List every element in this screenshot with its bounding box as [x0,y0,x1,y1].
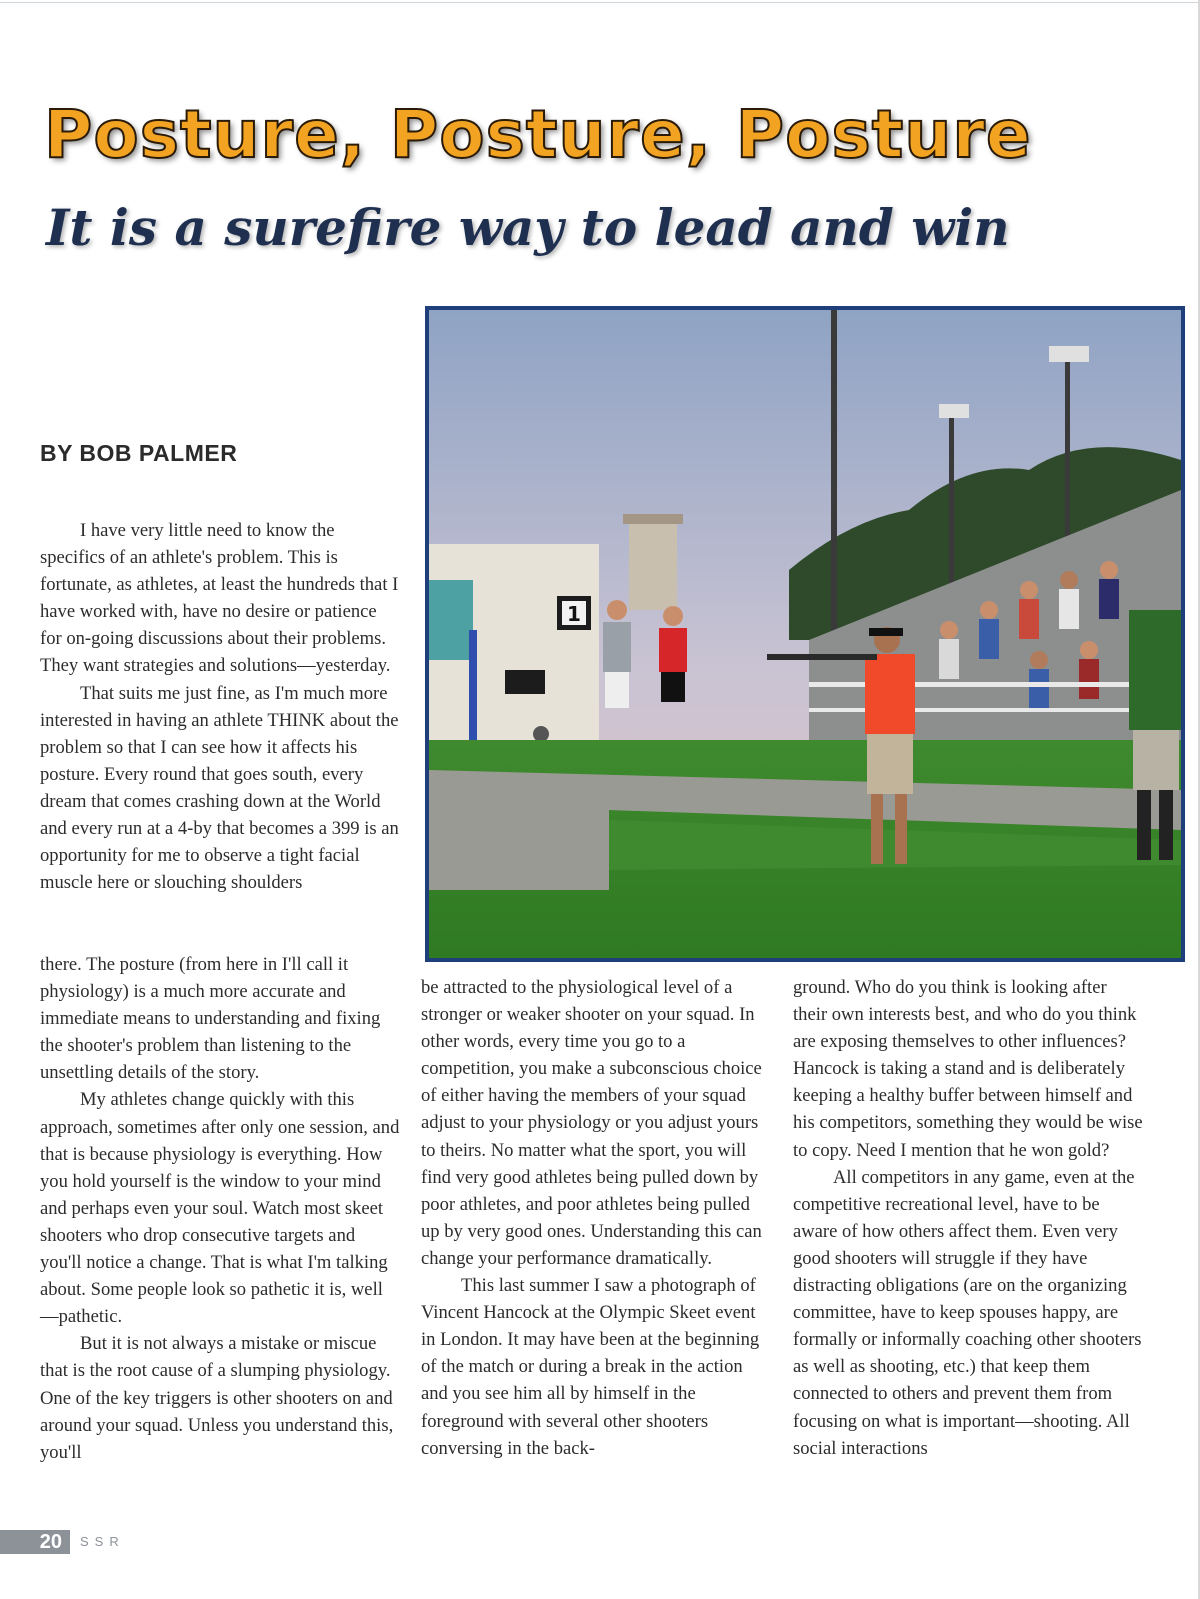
article-photo [425,306,1185,962]
skeet-range-illustration [429,310,1181,958]
paragraph: there. The posture (from here in I'll call it physiology) is a much more accurate and immediate means to understanding and fixing the shooter's problem than listening to the unsettling details of the story. [40,954,381,1084]
top-rule [0,2,1200,3]
paragraph: All competitors in any game, even at the competitive recreational level, have to be aware of how others affect them. Even very good shooters will struggle if they have distracting obligations (are on the organizing committee, have to keep spouses happy, are formally or informally coaching other shooters as well as shooting, etc.) that keep them connected to others and prevent them from focusing on what is important—shooting. All social interactions [793,1166,1142,1459]
paragraph: be attracted to the physiological level of a stronger or weaker shooter on your squad. In other words, every time you go to a competition, you make a subconscious choice of either having the members of your squad adjust to your physiology or you adjust yours to theirs. No matter what the sport, you will find very good athletes being pulled down by poor athletes, and poor athletes being pulled up by very good ones. Understanding this can change your performance dramatically. [421,977,762,1269]
light-pole [831,310,837,640]
column-1-top [40,517,400,896]
byline: BY BOB PALMER [40,440,238,466]
article-title: Posture, Posture, Posture [44,96,1032,173]
paragraph: That suits me just fine, as I'm much more interested in having an athlete THINK about the problem so that I can see how it affects his posture. Every round that goes south, every dream that comes crashing down at the World and every run at a 4-by that becomes a 399 is an opportunity for me to observe a tight facial muscle here or slouching shoulders [40,682,399,894]
paragraph: ground. Who do you think is looking after their own interests best, and who do you think are exposing themselves to other influences? Hancock is taking a stand and is deliberately keeping a healthy buffer between himself and his competitors, something they would be wise to copy. Need I mention that he won gold? [793,977,1143,1161]
paragraph: I have very little need to know the specifics of an athlete's problem. This is fortunate, as athletes, at least the hundreds that I have worked with, have no desire or patience for on-going discussions about their problems. They want strategies and solutions—yesterday. [40,520,399,677]
column-1-bottom [40,951,400,1466]
station-number: 1 [567,602,581,626]
paragraph: My athletes change quickly with this approach, sometimes after only one session, and that is because physiology is everything. How you hold yourself is the window to your mind and perhaps even your soul. Watch most skeet shooters who drop consecutive targets and you'll notice a change. That is what I'm talking about. Some people look so pathetic it is, well—pathetic. [40,1089,400,1328]
column-3 [793,974,1145,1462]
paragraph: This last summer I saw a photograph of Vincent Hancock at the Olympic Skeet event in London. It may have been at the beginning of the match or during a break in the action and you see him all by himself in the foreground with several other shooters conversing in the back- [421,1275,760,1459]
column-2 [421,974,773,1462]
article-subtitle: It is a surefire way to lead and win [46,198,1010,257]
magazine-name: SSR [80,1534,125,1549]
tower [629,520,677,610]
paragraph: But it is not always a mistake or miscue that is the root cause of a slumping physiology. One of the key triggers is other shooters on and around your squad. Unless you understand this, you'll [40,1333,394,1463]
page-number: 20 [0,1530,70,1554]
